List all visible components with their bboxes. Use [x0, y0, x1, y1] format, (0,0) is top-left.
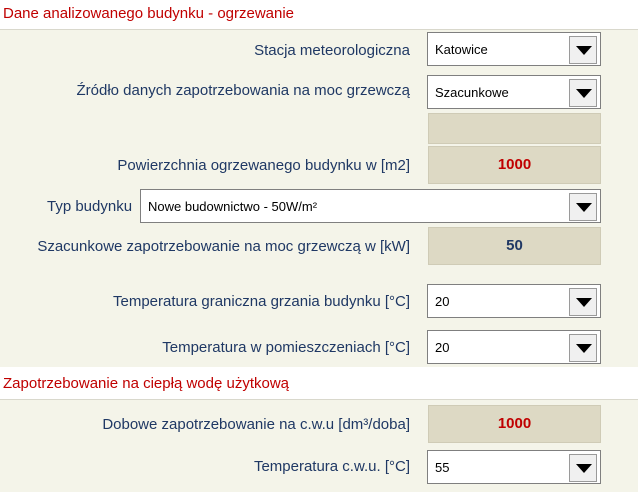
demand-source-value: Szacunkowe: [435, 85, 509, 100]
station-dropdown-button[interactable]: [569, 36, 597, 64]
daily-demand-value: 1000: [428, 405, 601, 443]
station-dropdown[interactable]: [427, 32, 601, 66]
building-type-value: Nowe budownictwo - 50W/m²: [148, 199, 318, 214]
building-type-dropdown-button[interactable]: [569, 193, 597, 221]
triangle-down-icon: [576, 89, 592, 98]
estimated-demand-value: 50: [428, 227, 601, 265]
heating-section-title: Dane analizowanego budynku - ogrzewanie: [3, 5, 295, 22]
triangle-down-icon: [576, 203, 592, 212]
room-temp-dropdown[interactable]: [427, 330, 601, 364]
area-label: Powierzchnia ogrzewanego budynku w [m2]: [117, 157, 410, 174]
area-value: 1000: [428, 146, 601, 184]
limit-temp-dropdown-button[interactable]: [569, 288, 597, 316]
limit-temp-label: Temperatura graniczna grzania budynku [°C]: [113, 293, 410, 310]
heating-panel: [0, 30, 638, 367]
building-type-label: Typ budynku: [47, 198, 133, 215]
limit-temp-value: 20: [435, 294, 450, 309]
building-type-dropdown[interactable]: [140, 189, 601, 223]
demand-source-dropdown-button[interactable]: [569, 79, 597, 107]
heating-section-header: [0, 0, 638, 30]
demand-source-dropdown[interactable]: [427, 75, 601, 109]
empty-field: [428, 113, 601, 144]
estimated-demand-label: Szacunkowe zapotrzebowanie na moc grzewczą w [kW]: [37, 238, 410, 255]
dhw-temp-dropdown[interactable]: [427, 450, 601, 484]
dhw-section-header: [0, 367, 638, 400]
triangle-down-icon: [576, 46, 592, 55]
demand-source-label: Źródło danych zapotrzebowania na moc grzewczą: [76, 82, 410, 99]
room-temp-dropdown-button[interactable]: [569, 334, 597, 362]
limit-temp-dropdown[interactable]: [427, 284, 601, 318]
triangle-down-icon: [576, 344, 592, 353]
daily-demand-label: Dobowe zapotrzebowanie na c.w.u [dm³/doba]: [102, 416, 410, 433]
dhw-panel: [0, 400, 638, 492]
room-temp-value: 20: [435, 340, 450, 355]
triangle-down-icon: [576, 464, 592, 473]
dhw-temp-dropdown-button[interactable]: [569, 454, 597, 482]
room-temp-label: Temperatura w pomieszczeniach [°C]: [162, 339, 410, 356]
triangle-down-icon: [576, 298, 592, 307]
dhw-temp-label: Temperatura c.w.u. [°C]: [253, 458, 410, 475]
dhw-section-title: Zapotrzebowanie na ciepłą wodę użytkową: [3, 375, 290, 392]
dhw-temp-value: 55: [435, 460, 450, 475]
station-label: Stacja meteorologiczna: [254, 42, 410, 59]
station-value: Katowice: [435, 42, 488, 57]
